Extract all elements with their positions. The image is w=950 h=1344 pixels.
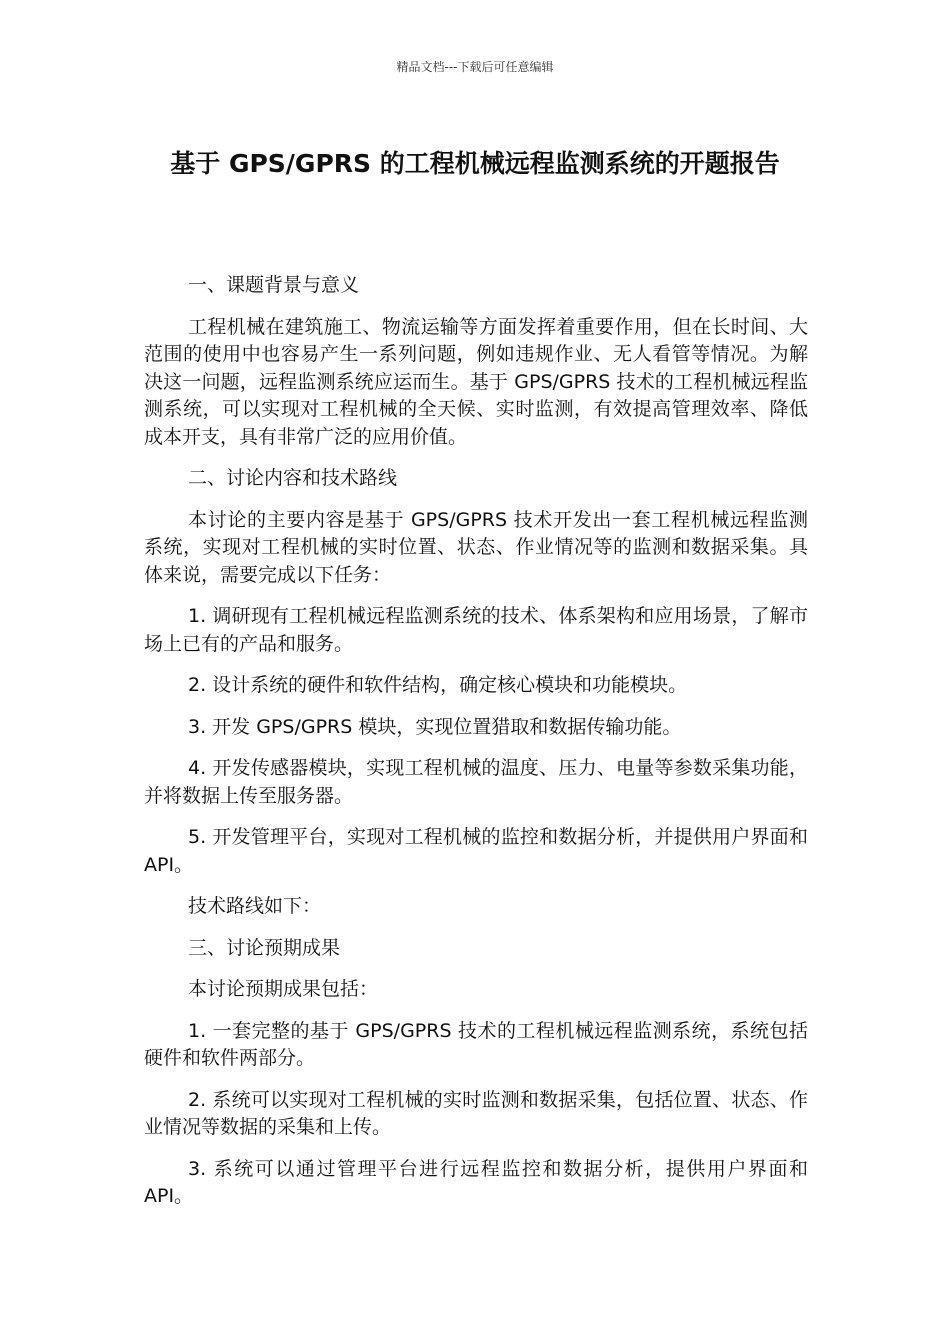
document-title: 基于 GPS/GPRS 的工程机械远程监测系统的开题报告 [170,149,780,178]
task-item: 2. 设计系统的硬件和软件结构，确定核心模块和功能模块。 [188,674,688,696]
task-item: 4. 开发传感器模块，实现工程机械的温度、压力、电量等参数采集功能，并将数据上传至服务器。 [144,757,808,807]
route-line: 技术路线如下： [188,895,322,917]
result-item: 3. 系统可以通过管理平台进行远程监控和数据分析，提供用户界面和 API。 [144,1157,808,1207]
result-item: 1. 一套完整的基于 GPS/GPRS 技术的工程机械远程监测系统，系统包括硬件和软件两部分。 [144,1019,808,1069]
task-item: 1. 调研现有工程机械远程监测系统的技术、体系架构和应用场景，了解市场上已有的产品和服务。 [144,605,808,655]
results-intro: 本讨论预期成果包括： [188,978,379,1000]
document-body [144,272,808,1225]
header-note: 精品文档---下载后可任意编辑 [396,60,554,74]
content-paragraph: 本讨论的主要内容是基于 GPS/GPRS 技术开发出一套工程机械远程监测系统，实现对工程机械的实时位置、状态、作业情况等的监测和数据采集。具体来说，需要完成以下任务： [144,508,808,586]
task-item: 5. 开发管理平台，实现对工程机械的监控和数据分析，并提供用户界面和 API。 [144,826,808,876]
section-heading-content: 二、讨论内容和技术路线 [188,467,398,489]
section-heading-background: 一、课题背景与意义 [188,274,360,296]
task-item: 3. 开发 GPS/GPRS 模块，实现位置猎取和数据传输功能。 [188,715,682,738]
section-heading-results: 三、讨论预期成果 [188,936,341,959]
background-paragraph: 工程机械在建筑施工、物流运输等方面发挥着重要作用，但在长时间、大范围的使用中也容易产生一系列问题，例如违规作业、无人看管等情况。为解决这一问题，远程监测系统应运而生。基于 GPS/GPRS 技术的工程机械远程监测系统，可以实现对工程机械的全天候、实时监测，有效提高管理效率、降低成本开支，具有非常广泛的应用价值。 [144,315,808,448]
result-item: 2. 系统可以实现对工程机械的实时监测和数据采集，包括位置、状态、作业情况等数据的采集和上传。 [144,1088,808,1138]
